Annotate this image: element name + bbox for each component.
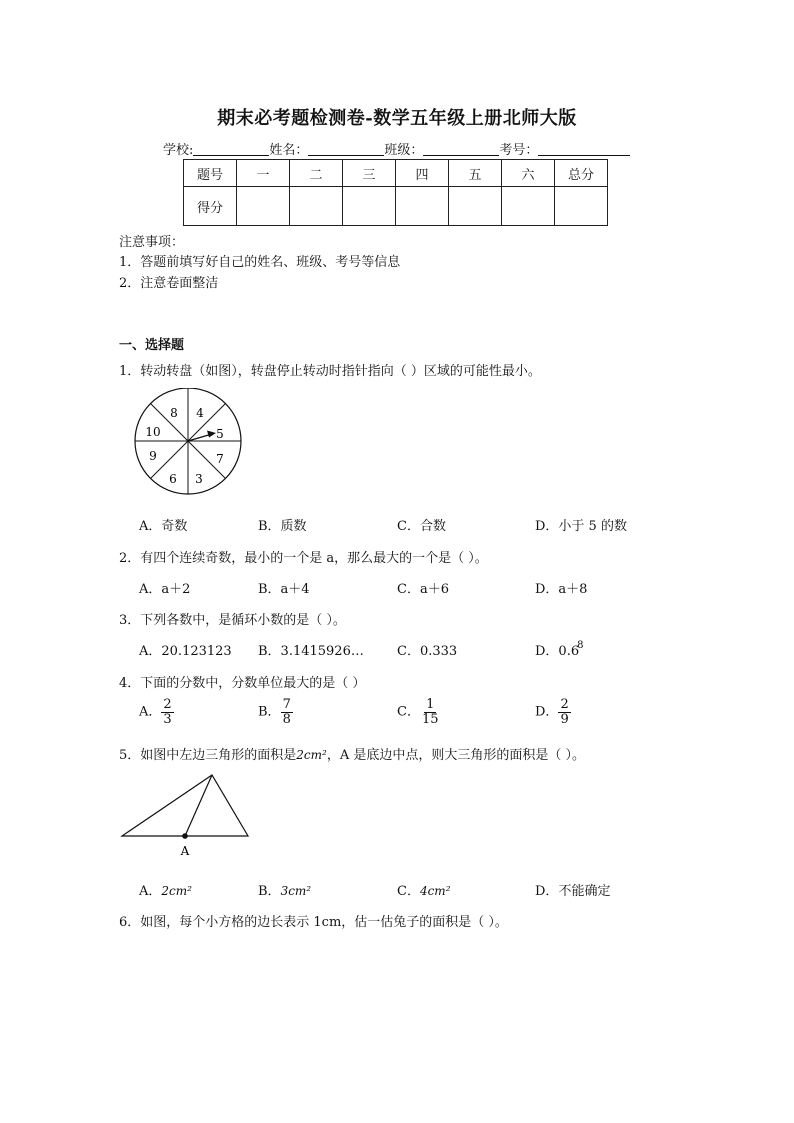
fraction-denominator: 8 bbox=[282, 711, 291, 727]
fraction-denominator: 3 bbox=[163, 711, 172, 727]
note-item: 1．答题前填写好自己的姓名、班级、考号等信息 bbox=[119, 255, 401, 270]
fraction bbox=[161, 698, 173, 726]
wheel-number: 7 bbox=[216, 452, 224, 466]
score-cell[interactable] bbox=[502, 187, 555, 226]
option-value: 3cm² bbox=[280, 884, 312, 898]
score-cell[interactable] bbox=[237, 187, 290, 226]
stem-text: ，A 是底边中点，则大三角形的面积是（ ）。 bbox=[326, 748, 585, 763]
option-value: 不能确定 bbox=[558, 884, 611, 899]
score-header-cell: 总分 bbox=[555, 160, 608, 187]
stem-text: 5．如图中左边三角形的面积是 bbox=[119, 748, 297, 763]
option-c[interactable]: C．合数 bbox=[397, 519, 446, 534]
option-prefix: C． bbox=[397, 704, 420, 720]
score-header-cell: 四 bbox=[396, 160, 449, 187]
option-prefix: D． bbox=[535, 884, 559, 899]
question-3-stem: 3．下列各数中，是循环小数的是（ ）。 bbox=[119, 613, 346, 628]
score-cell[interactable] bbox=[396, 187, 449, 226]
option-prefix: A． bbox=[139, 704, 162, 720]
exam-no-label: 考号： bbox=[499, 143, 539, 158]
score-header-cell: 题号 bbox=[184, 160, 237, 187]
score-cell[interactable] bbox=[555, 187, 608, 226]
option-d[interactable] bbox=[535, 640, 583, 659]
fraction-numerator: 2 bbox=[163, 697, 172, 712]
area-value: 2cm² bbox=[296, 748, 327, 762]
option-prefix: B． bbox=[258, 704, 281, 720]
option-a[interactable]: A．a＋2 bbox=[139, 582, 191, 597]
option-d-text: D．0.6 bbox=[535, 644, 580, 659]
option-c[interactable]: C．0.333 bbox=[397, 644, 458, 659]
wheel-number: 3 bbox=[195, 472, 203, 486]
fraction bbox=[558, 698, 570, 726]
option-d[interactable] bbox=[535, 698, 571, 726]
name-blank[interactable] bbox=[308, 141, 384, 156]
fraction bbox=[281, 698, 293, 726]
midpoint-a bbox=[182, 833, 188, 839]
wheel-number: 5 bbox=[216, 427, 224, 441]
option-prefix: C． bbox=[397, 884, 420, 899]
score-row-label: 得分 bbox=[184, 187, 237, 226]
score-header-cell: 五 bbox=[449, 160, 502, 187]
option-c[interactable] bbox=[397, 698, 441, 726]
exam-no-blank[interactable] bbox=[538, 141, 630, 156]
fraction bbox=[420, 698, 441, 726]
option-d[interactable]: D．小于 5 的数 bbox=[535, 519, 627, 534]
option-b[interactable] bbox=[258, 698, 293, 726]
option-a[interactable]: A．20.123123 bbox=[139, 644, 232, 659]
large-triangle bbox=[122, 775, 248, 836]
name-label: 姓名： bbox=[269, 143, 309, 158]
fraction-numerator: 1 bbox=[426, 697, 435, 712]
score-cell[interactable] bbox=[290, 187, 343, 226]
option-d[interactable]: D．a＋8 bbox=[535, 582, 588, 597]
page-title: 期末必考题检测卷-数学五年级上册北师大版 bbox=[217, 108, 577, 129]
option-a[interactable] bbox=[139, 880, 192, 899]
question-5-stem bbox=[119, 744, 585, 763]
option-b[interactable]: B．3.1415926… bbox=[258, 644, 364, 659]
wheel-number: 10 bbox=[145, 425, 161, 439]
fraction-denominator: 15 bbox=[421, 711, 439, 727]
option-value: 4cm² bbox=[419, 884, 451, 898]
note-item: 2．注意卷面整洁 bbox=[119, 276, 219, 291]
point-label: A bbox=[180, 844, 190, 858]
question-2-stem: 2．有四个连续奇数，最小的一个是 a，那么最大的一个是（ ）。 bbox=[119, 551, 488, 566]
class-blank[interactable] bbox=[423, 141, 499, 156]
score-header-cell: 二 bbox=[290, 160, 343, 187]
score-header-cell: 三 bbox=[343, 160, 396, 187]
option-b[interactable] bbox=[258, 880, 311, 899]
school-label: 学校: bbox=[163, 143, 194, 158]
class-label: 班级： bbox=[384, 143, 424, 158]
student-info-line bbox=[163, 139, 630, 158]
option-c[interactable] bbox=[397, 880, 451, 899]
triangle-figure bbox=[118, 770, 254, 862]
pointer-arrowhead bbox=[207, 431, 216, 438]
option-a[interactable]: A．奇数 bbox=[139, 519, 188, 534]
option-b[interactable]: B．质数 bbox=[258, 519, 307, 534]
wheel-number: 9 bbox=[149, 449, 157, 463]
option-value: 2cm² bbox=[161, 884, 192, 898]
section-heading: 一、选择题 bbox=[119, 338, 185, 353]
score-header-cell: 一 bbox=[237, 160, 290, 187]
score-cell[interactable] bbox=[343, 187, 396, 226]
option-b[interactable]: B．a＋4 bbox=[258, 582, 310, 597]
wheel-number: 8 bbox=[170, 406, 178, 420]
score-header-cell: 六 bbox=[502, 160, 555, 187]
wheel-number: 4 bbox=[196, 406, 204, 420]
option-prefix: B． bbox=[258, 884, 281, 899]
option-prefix: A． bbox=[139, 884, 162, 899]
score-table bbox=[183, 159, 608, 226]
school-blank[interactable] bbox=[193, 141, 269, 156]
option-c[interactable]: C．a＋6 bbox=[397, 582, 449, 597]
fraction-numerator: 7 bbox=[282, 697, 291, 712]
question-1-stem: 1．转动转盘（如图），转盘停止转动时指针指向（ ）区域的可能性最小。 bbox=[119, 364, 541, 379]
score-cell[interactable] bbox=[449, 187, 502, 226]
fraction-denominator: 9 bbox=[560, 711, 569, 727]
question-6-stem: 6．如图，每个小方格的边长表示 1cm，估一估兔子的面积是（ ）。 bbox=[119, 915, 508, 930]
fraction-numerator: 2 bbox=[560, 697, 569, 712]
option-a[interactable] bbox=[139, 698, 174, 726]
notes-title: 注意事项： bbox=[119, 235, 185, 250]
option-d[interactable] bbox=[535, 880, 610, 899]
repeating-digit-mark: 8 bbox=[577, 640, 584, 651]
wheel-number: 6 bbox=[169, 472, 177, 486]
option-prefix: D． bbox=[535, 704, 559, 720]
question-4-stem: 4．下面的分数中，分数单位最大的是（ ） bbox=[119, 676, 366, 691]
spinner-wheel-figure bbox=[132, 388, 247, 498]
